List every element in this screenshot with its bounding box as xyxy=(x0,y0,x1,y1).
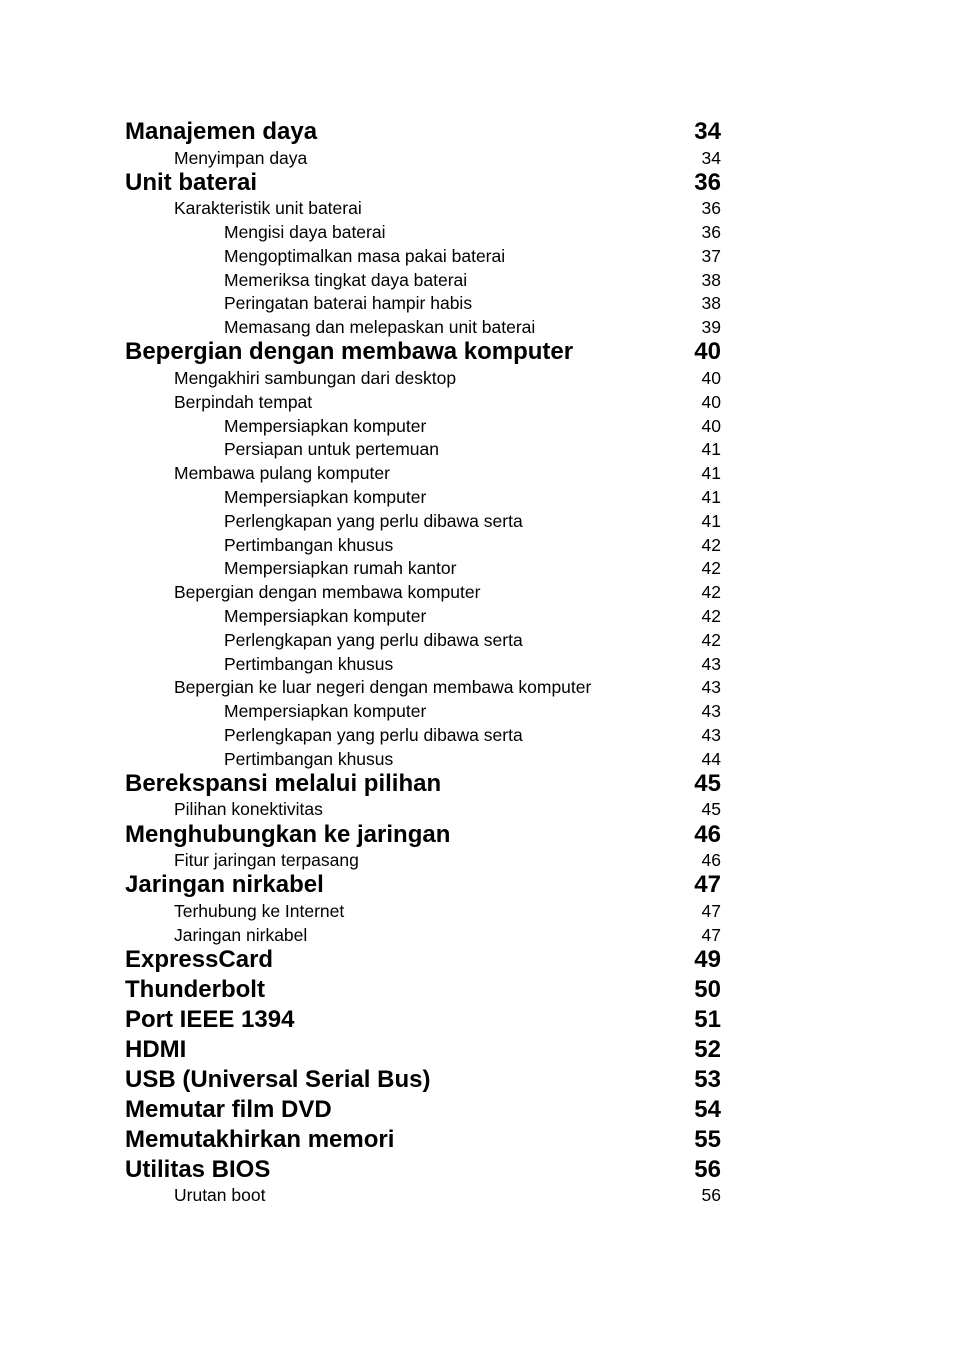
toc-entry-page-number: 47 xyxy=(694,871,721,899)
toc-entry-title: Pertimbangan khusus xyxy=(224,653,394,674)
toc-subsection-entry xyxy=(0,534,954,556)
toc-entry-title: Memasang dan melepaskan unit baterai xyxy=(224,317,536,338)
toc-entry-title: Karakteristik unit baterai xyxy=(174,198,362,219)
toc-entry-page-number: 42 xyxy=(701,629,721,650)
toc-entry-page-number: 53 xyxy=(694,1065,721,1093)
toc-section-entry xyxy=(0,367,954,389)
toc-entry-page-number: 54 xyxy=(694,1095,721,1123)
toc-entry-title: Pertimbangan khusus xyxy=(224,534,394,555)
toc-subsection-entry xyxy=(0,221,954,243)
toc-entry-title: Menghubungkan ke jaringan xyxy=(125,820,451,848)
toc-entry-page-number: 43 xyxy=(701,701,721,722)
toc-chapter-entry xyxy=(0,1006,954,1034)
toc-section-entry xyxy=(0,147,954,169)
toc-entry-page-number: 42 xyxy=(701,582,721,603)
toc-chapter-entry xyxy=(0,169,954,197)
toc-entry-page-number: 39 xyxy=(701,317,721,338)
toc-section-entry xyxy=(0,391,954,413)
toc-entry-page-number: 40 xyxy=(701,367,721,388)
toc-chapter-entry xyxy=(0,1096,954,1124)
toc-entry-page-number: 56 xyxy=(701,1185,721,1206)
toc-entry-page-number: 40 xyxy=(694,338,721,366)
toc-entry-title: Perlengkapan yang perlu dibawa serta xyxy=(224,510,523,531)
toc-entry-page-number: 42 xyxy=(701,558,721,579)
toc-entry-title: Memutar film DVD xyxy=(125,1095,332,1123)
toc-entry-title: Pilihan konektivitas xyxy=(174,799,323,820)
toc-entry-page-number: 45 xyxy=(694,769,721,797)
toc-subsection-entry xyxy=(0,748,954,770)
toc-entry-page-number: 34 xyxy=(701,147,721,168)
toc-subsection-entry xyxy=(0,415,954,437)
toc-entry-page-number: 40 xyxy=(701,391,721,412)
toc-entry-title: Membawa pulang komputer xyxy=(174,463,390,484)
toc-chapter-entry xyxy=(0,821,954,849)
toc-entry-page-number: 43 xyxy=(701,653,721,674)
toc-entry-title: Perlengkapan yang perlu dibawa serta xyxy=(224,724,523,745)
toc-entry-title: Utilitas BIOS xyxy=(125,1155,271,1183)
toc-subsection-entry xyxy=(0,438,954,460)
toc-entry-page-number: 40 xyxy=(701,415,721,436)
toc-subsection-entry xyxy=(0,653,954,675)
toc-entry-title: Bepergian ke luar negeri dengan membawa komputer xyxy=(174,677,592,698)
toc-chapter-entry xyxy=(0,946,954,974)
toc-subsection-entry xyxy=(0,724,954,746)
toc-entry-title: Berpindah tempat xyxy=(174,391,313,412)
toc-entry-title: Pertimbangan khusus xyxy=(224,748,394,769)
toc-entry-page-number: 47 xyxy=(701,924,721,945)
toc-entry-page-number: 42 xyxy=(701,605,721,626)
toc-subsection-entry xyxy=(0,316,954,338)
toc-entry-page-number: 52 xyxy=(694,1035,721,1063)
toc-entry-page-number: 46 xyxy=(694,820,721,848)
toc-entry-page-number: 37 xyxy=(701,245,721,266)
toc-entry-page-number: 36 xyxy=(701,198,721,219)
toc-section-entry xyxy=(0,849,954,871)
toc-entry-page-number: 56 xyxy=(694,1155,721,1183)
toc-entry-title: Bepergian dengan membawa komputer xyxy=(174,582,481,603)
toc-entry-page-number: 51 xyxy=(694,1005,721,1033)
toc-section-entry xyxy=(0,462,954,484)
toc-section-entry xyxy=(0,1184,954,1206)
toc-entry-page-number: 43 xyxy=(701,677,721,698)
toc-entry-title: Fitur jaringan terpasang xyxy=(174,850,359,871)
toc-section-entry xyxy=(0,798,954,820)
toc-subsection-entry xyxy=(0,510,954,532)
toc-entry-title: Mengisi daya baterai xyxy=(224,222,386,242)
toc-entry-page-number: 46 xyxy=(701,850,721,871)
toc-entry-title: Bepergian dengan membawa komputer xyxy=(125,338,574,366)
toc-entry-page-number: 41 xyxy=(701,510,721,531)
toc-entry-title: Unit baterai xyxy=(125,168,258,196)
toc-entry-title: Mempersiapkan komputer xyxy=(224,605,427,626)
toc-chapter-entry xyxy=(0,1156,954,1184)
toc-entry-title: HDMI xyxy=(125,1035,187,1063)
toc-entry-page-number: 38 xyxy=(701,269,721,290)
toc-entry-title: Memutakhirkan memori xyxy=(125,1125,395,1153)
toc-entry-title: Manajemen daya xyxy=(125,118,318,145)
toc-entry-title: Mengoptimalkan masa pakai baterai xyxy=(224,245,506,266)
toc-entry-title: Mempersiapkan rumah kantor xyxy=(224,558,457,579)
toc-subsection-entry xyxy=(0,629,954,651)
toc-entry-title: Jaringan nirkabel xyxy=(125,871,324,899)
toc-section-entry xyxy=(0,924,954,946)
toc-subsection-entry xyxy=(0,700,954,722)
toc-entry-title: Mempersiapkan komputer xyxy=(224,701,427,722)
toc-entry-title: Mempersiapkan komputer xyxy=(224,486,427,507)
toc-entry-page-number: 41 xyxy=(701,439,721,460)
toc-entry-title: Peringatan baterai hampir habis xyxy=(224,293,473,314)
toc-subsection-entry xyxy=(0,292,954,314)
toc-entry-page-number: 47 xyxy=(701,900,721,921)
toc-subsection-entry xyxy=(0,245,954,267)
toc-entry-title: Perlengkapan yang perlu dibawa serta xyxy=(224,629,523,650)
toc-entry-title: Memeriksa tingkat daya baterai xyxy=(224,269,468,290)
toc-subsection-entry xyxy=(0,269,954,291)
toc-entry-page-number: 38 xyxy=(701,293,721,314)
toc-subsection-entry xyxy=(0,486,954,508)
toc-entry-title: Jaringan nirkabel xyxy=(174,924,308,945)
toc-entry-title: ExpressCard xyxy=(125,945,274,973)
toc-entry-title: Mengakhiri sambungan dari desktop xyxy=(174,367,457,388)
toc-chapter-entry xyxy=(0,1066,954,1094)
toc-subsection-entry xyxy=(0,557,954,579)
toc-entry-title: Port IEEE 1394 xyxy=(125,1005,295,1033)
toc-chapter-entry xyxy=(0,976,954,1004)
toc-chapter-entry xyxy=(0,118,954,146)
toc-entry-title: Mempersiapkan komputer xyxy=(224,415,427,436)
toc-entry-page-number: 50 xyxy=(694,975,721,1003)
toc-section-entry xyxy=(0,581,954,603)
toc-entry-page-number: 36 xyxy=(701,222,721,242)
toc-chapter-entry xyxy=(0,338,954,366)
toc-entry-page-number: 36 xyxy=(694,168,721,196)
toc-chapter-entry xyxy=(0,1126,954,1154)
toc-entry-page-number: 55 xyxy=(694,1125,721,1153)
toc-chapter-entry xyxy=(0,871,954,899)
toc-chapter-entry xyxy=(0,1036,954,1064)
toc-entry-page-number: 41 xyxy=(701,463,721,484)
toc-entry-title: Urutan boot xyxy=(174,1185,266,1206)
toc-entry-title: Terhubung ke Internet xyxy=(174,900,345,921)
toc-entry-page-number: 44 xyxy=(701,748,721,769)
toc-entry-title: Menyimpan daya xyxy=(174,147,308,168)
toc-entry-page-number: 34 xyxy=(694,118,721,145)
toc-section-entry xyxy=(0,197,954,219)
toc-entry-page-number: 45 xyxy=(701,799,721,820)
toc-entry-page-number: 49 xyxy=(694,945,721,973)
toc-entry-page-number: 42 xyxy=(701,534,721,555)
toc-entry-page-number: 41 xyxy=(701,486,721,507)
toc-subsection-entry xyxy=(0,605,954,627)
toc-entry-title: Persiapan untuk pertemuan xyxy=(224,439,439,460)
toc-entry-page-number: 43 xyxy=(701,724,721,745)
toc-entry-title: USB (Universal Serial Bus) xyxy=(125,1065,431,1093)
toc-entry-title: Thunderbolt xyxy=(125,975,265,1003)
toc-section-entry xyxy=(0,900,954,922)
toc-entry-title: Berekspansi melalui pilihan xyxy=(125,769,442,797)
toc-section-entry xyxy=(0,676,954,698)
toc-chapter-entry xyxy=(0,770,954,798)
